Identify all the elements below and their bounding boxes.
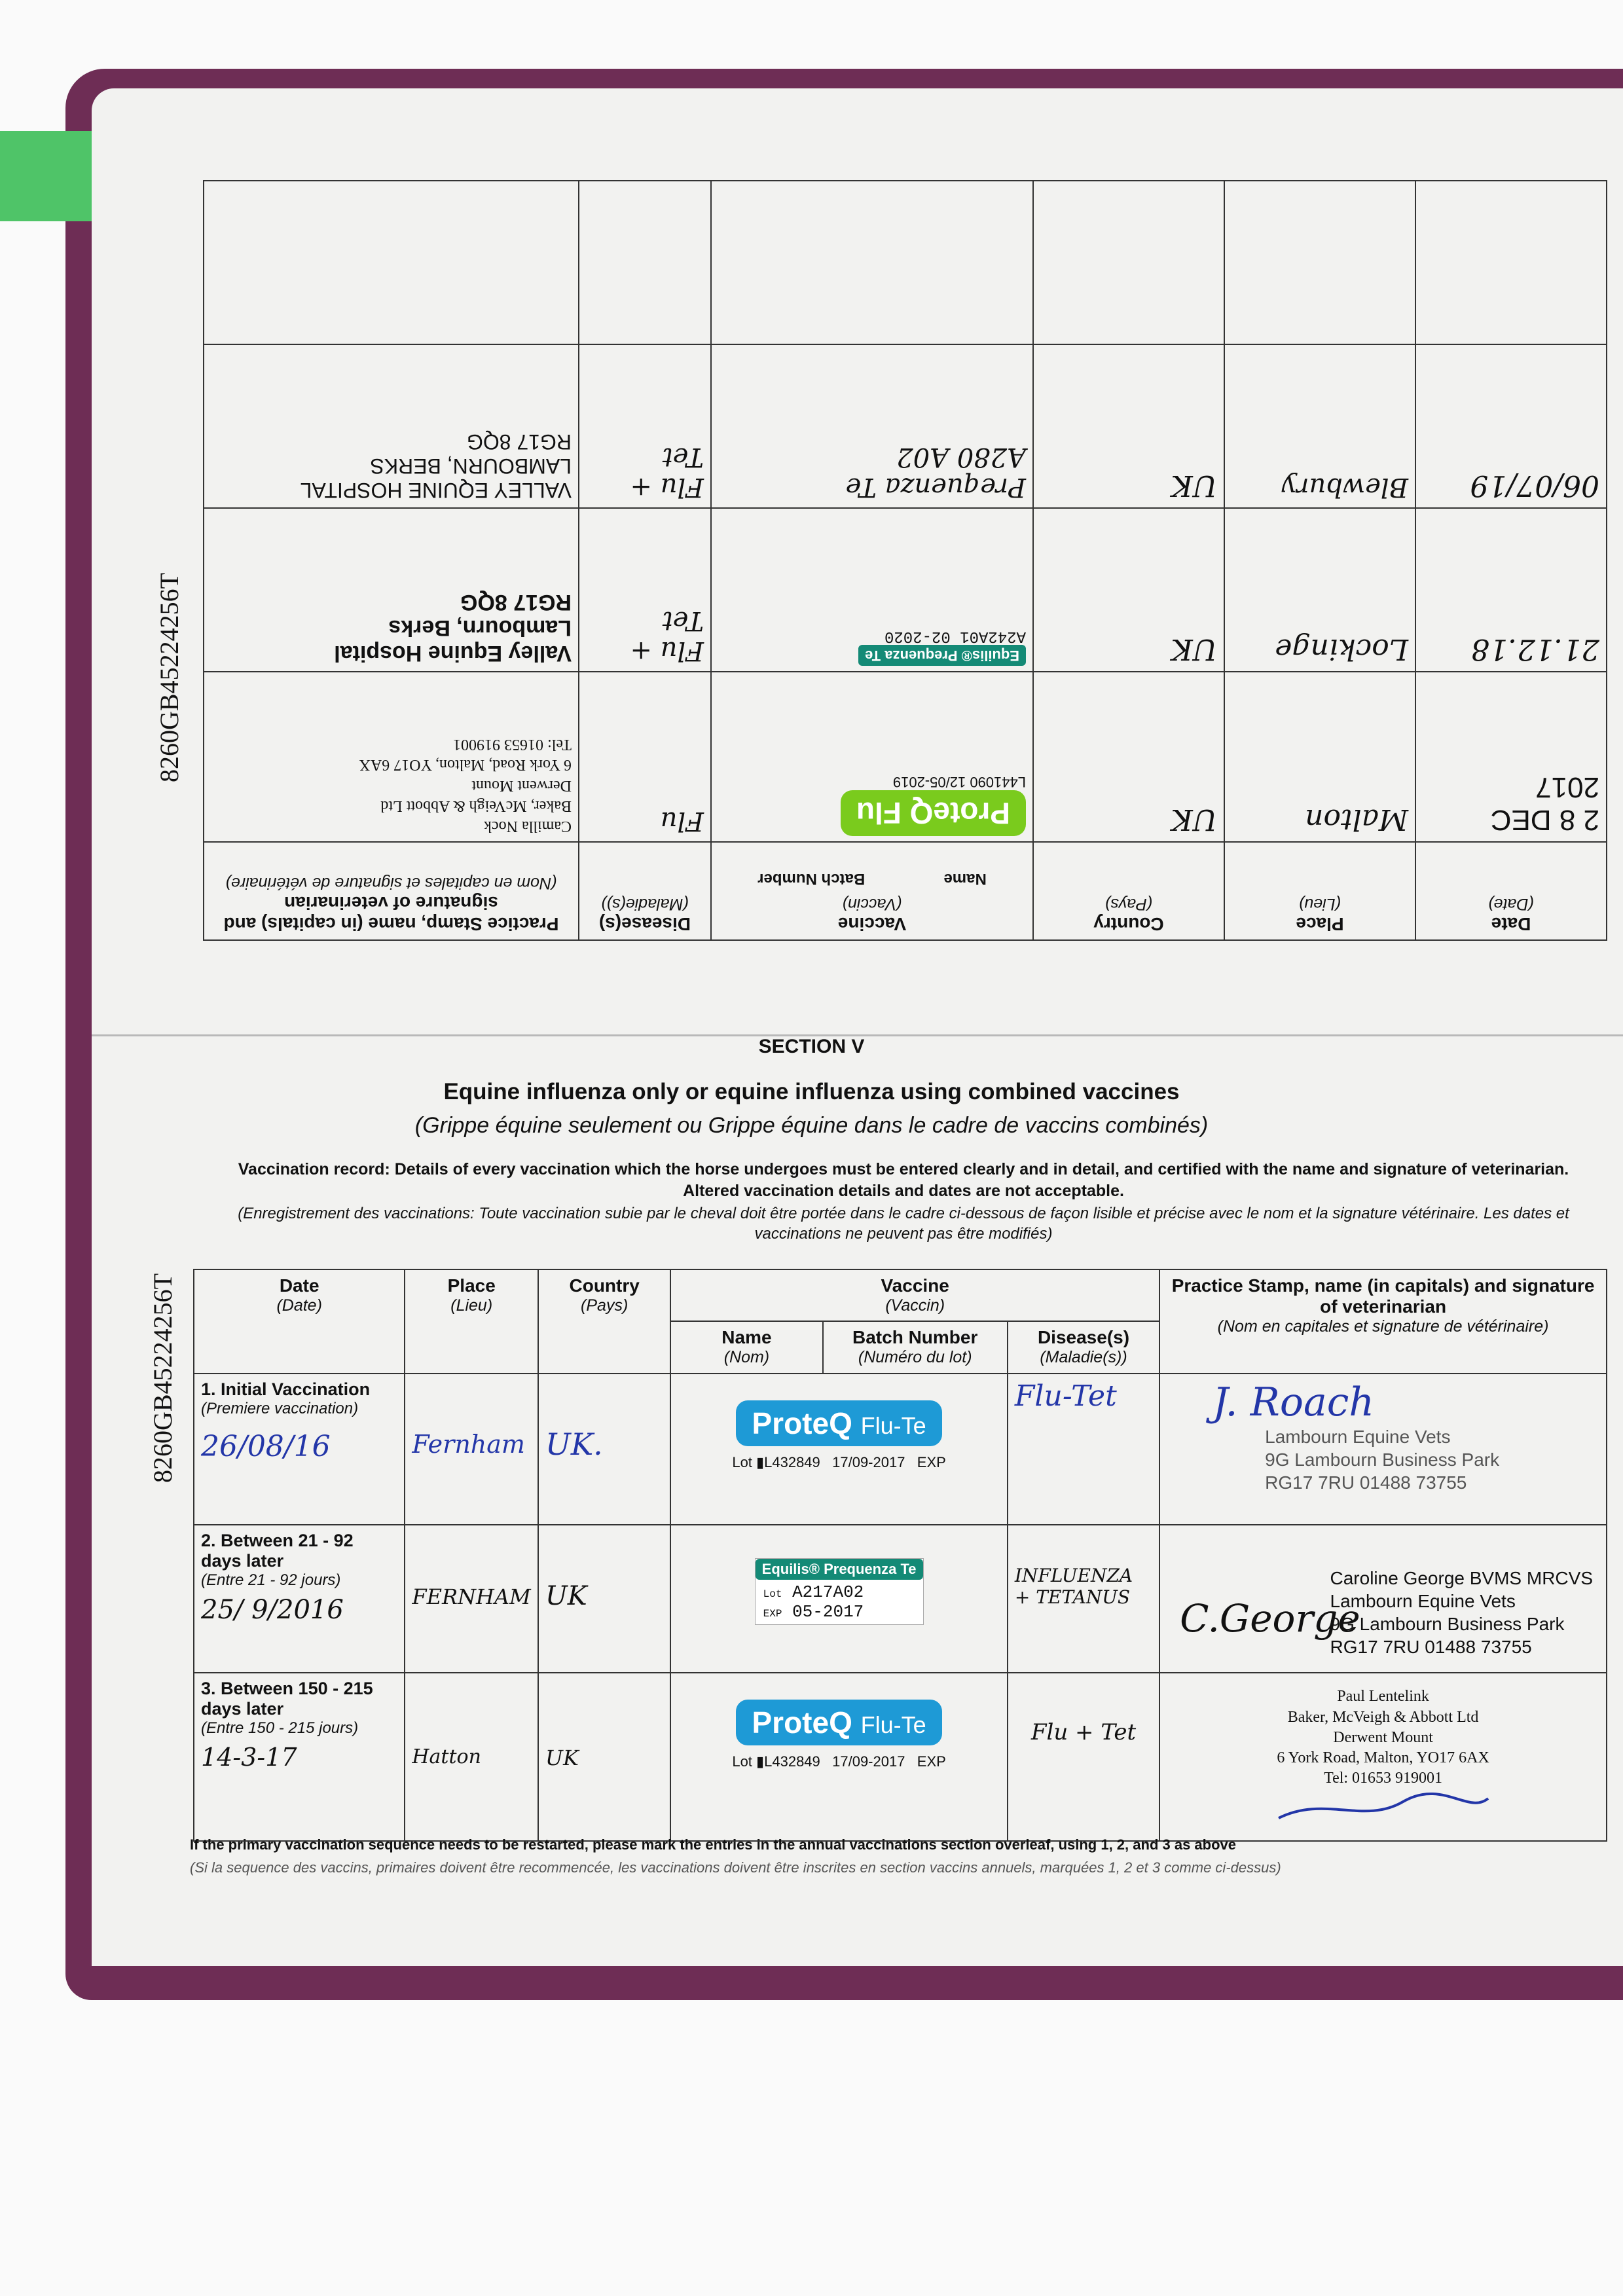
col-batch-header: Batch Number: [757, 870, 866, 888]
row-date-cell: [194, 1673, 405, 1841]
annual-date: 2 8 DEC 2017: [1415, 672, 1607, 842]
section-title: Equine influenza only or equine influenza using combined vaccines: [443, 1079, 1180, 1104]
batch-number: A280 A02: [896, 442, 1026, 472]
section-label: SECTION V: [758, 1036, 865, 1057]
col-stamp-header: Practice Stamp, name (in capitals) and signature of veterinarian (Nom en capitales et signature de vétérinaire): [204, 842, 579, 940]
vet-signature: J. Roach: [1213, 1379, 1374, 1425]
vaccine-sticker-cell: [670, 1673, 1008, 1841]
row-label: 3. Between 150 - 215 days later: [201, 1679, 373, 1719]
col-name-header: Name (Nom): [670, 1321, 822, 1373]
vaccination-place: Hatton: [405, 1673, 538, 1841]
vet-stamp: Lambourn Equine Vets 9G Lambourn Business Park RG17 7RU 01488 73755: [1265, 1426, 1500, 1493]
vaccine-sticker: ProteQ Flu-Te: [736, 1700, 941, 1745]
annual-date: 06/07/19: [1415, 344, 1607, 508]
vaccine-sticker-cell: [670, 1374, 1008, 1525]
vaccination-date: 26/08/16: [201, 1429, 331, 1463]
annual-disease: Flu: [579, 672, 711, 842]
vet-signature-scribble: [1272, 1789, 1495, 1828]
vaccination-country: UK.: [538, 1374, 670, 1525]
vet-stamp: Paul Lentelink Baker, McVeigh & Abbott Ltd Derwent Mount 6 York Road, Malton, YO17 6AX Tel: 01653 919001: [1277, 1688, 1489, 1787]
col-stamp-header: Practice Stamp, name (in capitals) and signature of veterinarian (Nom en capitales et signature de vétérinaire): [1159, 1269, 1607, 1374]
vaccination-place: FERNHAM: [405, 1525, 538, 1673]
annual-country: UK: [1033, 344, 1224, 508]
serial-number-top: 8260GB45224256T: [155, 573, 184, 782]
vaccine-sticker: ProteQ Flu-Te: [736, 1400, 941, 1446]
col-disease-header: Disease(s) (Maladie(s)): [1008, 1321, 1159, 1373]
annual-disease: Flu + Tet: [579, 344, 711, 508]
col-date-header: Date (Date): [194, 1269, 405, 1374]
vaccine-sticker-cell: [670, 1525, 1008, 1673]
primary-row: [194, 1673, 1607, 1841]
col-batch-header: Batch Number (Numéro du lot): [823, 1321, 1008, 1373]
annual-row-empty: [204, 181, 1607, 344]
col-place-header: Place (Lieu): [1224, 842, 1415, 940]
primary-vaccination-table: [193, 1269, 1607, 1842]
lot-number: Lot ▮L432849 17/09-2017 EXP: [732, 1753, 946, 1770]
lot-number: Lot ▮L432849 17/09-2017 EXP: [732, 1453, 946, 1470]
col-name-header: Name: [943, 870, 987, 888]
annual-place: Lockinge: [1224, 508, 1415, 672]
col-date-header: Date (Date): [1415, 842, 1607, 940]
annual-place: Blewbury: [1224, 344, 1415, 508]
annual-disease: Flu + Tet: [579, 508, 711, 672]
col-country-header: Country (Pays): [538, 1269, 670, 1374]
annual-row: [204, 672, 1607, 842]
row-label-fr: (Entre 21 - 92 jours): [201, 1571, 341, 1590]
vaccination-country: UK: [538, 1673, 670, 1841]
vaccination-date: 14-3-17: [201, 1743, 297, 1772]
vet-stamp: Camilla Nock Baker, McVeigh & Abbott Ltd Derwent Mount 6 York Road, Malton, YO17 6AX Tel: 01653 919001: [204, 672, 579, 842]
annual-place: Malton: [1224, 672, 1415, 842]
vaccine-sticker: Equilis® Prequenza Te: [756, 1559, 923, 1580]
vet-signature: C.George: [1180, 1596, 1360, 1641]
serial-number-bottom: 8260GB45224256T: [148, 1273, 177, 1483]
row-date-cell: [194, 1374, 405, 1525]
vet-stamp-cell: [1159, 1673, 1607, 1841]
col-vaccine-header: Vaccine (Vaccin): [670, 1269, 1159, 1321]
vaccination-disease: INFLUENZA + TETANUS: [1008, 1525, 1159, 1673]
vaccination-date: 25/ 9/2016: [201, 1595, 344, 1626]
instructions: Vaccination record: Details of every vaccination which the horse undergoes must be entered clearly and in detail, and certified with the name and signature of veterinarian. Altered vaccination details and dates are not acceptable.: [238, 1160, 1569, 1200]
footer-note-fr: (Si la sequence des vaccins, primaires doivent être recommencée, les vaccinations doivent être inscrites en section vaccins annuels, marquées 1, 2 et 3 comme ci-dessus): [190, 1859, 1281, 1876]
batch-number: A242A01 02-2020: [884, 627, 1026, 645]
vaccine-sticker: Equilis® Prequenza Te: [858, 645, 1026, 666]
annual-country: UK: [1033, 508, 1224, 672]
annual-vaccine-cell: [711, 672, 1033, 842]
annual-date: 21.12.18: [1415, 508, 1607, 672]
annual-row: [204, 344, 1607, 508]
vet-stamp: Caroline George BVMS MRCVS Lambourn Equine Vets 9G Lambourn Business Park RG17 7RU 01488 73755: [1330, 1568, 1593, 1658]
annual-vaccination-table: [203, 180, 1607, 941]
instructions-fr: (Enregistrement des vaccinations: Toute vaccination subie par le cheval doit être portée dans le cadre ci-dessous de façon lisible et précise avec le nom et la signature vétérinaire. Les dates et vaccinations ne peuvent pas être modifiés): [238, 1205, 1569, 1243]
batch-number: L441090 12/05-2019: [892, 774, 1026, 790]
vaccination-disease: Flu-Tet: [1008, 1374, 1159, 1525]
col-place-header: Place (Lieu): [405, 1269, 538, 1374]
annual-vaccine-cell: [711, 344, 1033, 508]
vet-stamp-cell: [1159, 1525, 1607, 1673]
row-label: 2. Between 21 - 92 days later: [201, 1531, 354, 1571]
col-vaccine-header: Vaccine (Vaccin) Name Batch Number: [711, 842, 1033, 940]
vaccination-place: Fernham: [405, 1374, 538, 1525]
col-disease-header: Disease(s) (Maladie(s)): [579, 842, 711, 940]
section-title-fr: (Grippe équine seulement ou Grippe équine dans le cadre de vaccins combinés): [414, 1113, 1209, 1138]
vet-stamp: VALLEY EQUINE HOSPITAL LAMBOURN, BERKS RG17 8QG: [204, 344, 579, 508]
vet-stamp: Valley Equine Hospital Lambourn, Berks RG17 8QG: [204, 508, 579, 672]
row-date-cell: [194, 1525, 405, 1673]
vaccination-country: UK: [538, 1525, 670, 1673]
primary-row: [194, 1525, 1607, 1673]
vaccine-name: Prequenza Te: [845, 472, 1026, 502]
vet-stamp-cell: [1159, 1374, 1607, 1525]
footer-note: If the primary vaccination sequence needs to be restarted, please mark the entries in the annual vaccinations section overleaf, using 1, 2, and 3 as above: [190, 1836, 1237, 1853]
row-label-fr: (Entre 150 - 215 jours): [201, 1719, 359, 1738]
primary-row: [194, 1374, 1607, 1525]
vaccination-disease: Flu + Tet: [1008, 1673, 1159, 1841]
vaccine-sticker: ProteQ Flu: [841, 790, 1026, 836]
green-tab-marker: [0, 131, 103, 221]
annual-row: [204, 508, 1607, 672]
col-country-header: Country (Pays): [1033, 842, 1224, 940]
annual-vaccine-cell: [711, 508, 1033, 672]
batch-number: Lot A217A02 EXP 05-2017: [763, 1582, 864, 1622]
row-label: 1. Initial Vaccination: [201, 1379, 371, 1399]
annual-country: UK: [1033, 672, 1224, 842]
row-label-fr: (Premiere vaccination): [201, 1399, 359, 1417]
